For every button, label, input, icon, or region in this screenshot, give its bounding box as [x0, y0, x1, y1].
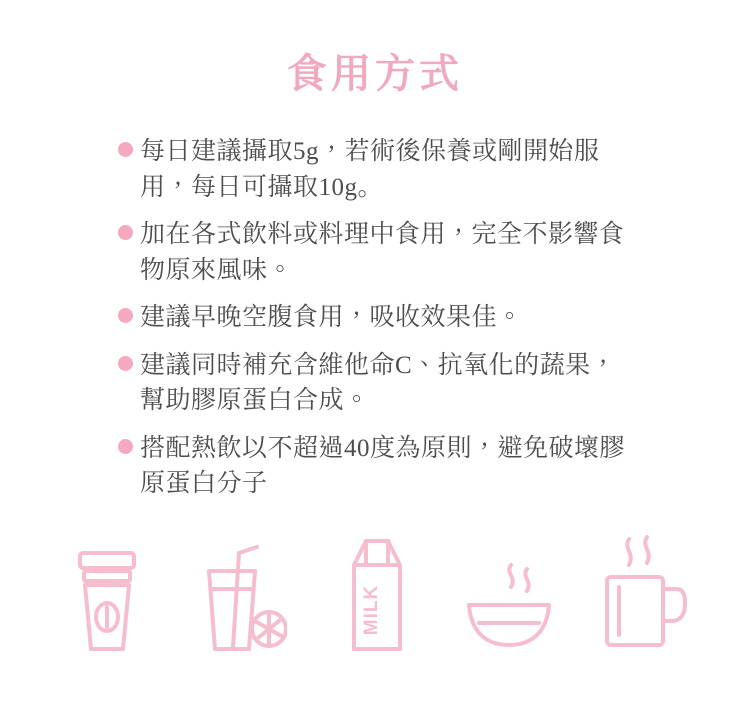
- icon-cell-mug: [597, 537, 689, 657]
- list-item: [118, 431, 638, 502]
- instruction-text: 加在各式飲料或料理中食用，完全不影響食物原來風味。: [140, 221, 625, 284]
- bullet-dot-icon: [118, 308, 133, 323]
- list-item: [118, 348, 638, 419]
- list-item: [118, 300, 638, 336]
- list-item: [118, 217, 638, 288]
- instruction-text: 每日建議攝取5g，若術後保養或剛開始服用，每日可攝取10g。: [140, 138, 600, 201]
- instruction-text: 建議早晚空腹食用，吸收效果佳。: [140, 304, 523, 331]
- juice-glass-icon: [195, 545, 287, 657]
- bullet-dot-icon: [118, 225, 133, 240]
- hot-mug-icon: [597, 535, 689, 657]
- soup-bowl-icon: [463, 547, 555, 657]
- milk-carton-icon: [332, 535, 418, 657]
- milk-carton-label: MILK: [361, 584, 382, 636]
- icon-cell-soup: [463, 537, 555, 657]
- icon-cell-milk: [329, 537, 421, 657]
- list-item: [118, 134, 638, 205]
- page-title: 食用方式: [287, 51, 463, 96]
- icon-strip: [0, 537, 750, 657]
- instruction-text: 搭配熱飲以不超過40度為原則，避免破壞膠原蛋白分子: [140, 434, 626, 497]
- instruction-text: 建議同時補充含維他命C、抗氧化的蔬果，幫助膠原蛋白合成。: [140, 351, 617, 414]
- icon-cell-coffee: [61, 537, 153, 657]
- bullet-dot-icon: [118, 356, 133, 371]
- instruction-list: [118, 134, 638, 502]
- icon-cell-juice: [195, 537, 287, 657]
- bullet-dot-icon: [118, 142, 133, 157]
- coffee-cup-icon: [67, 547, 147, 657]
- bullet-dot-icon: [118, 439, 133, 454]
